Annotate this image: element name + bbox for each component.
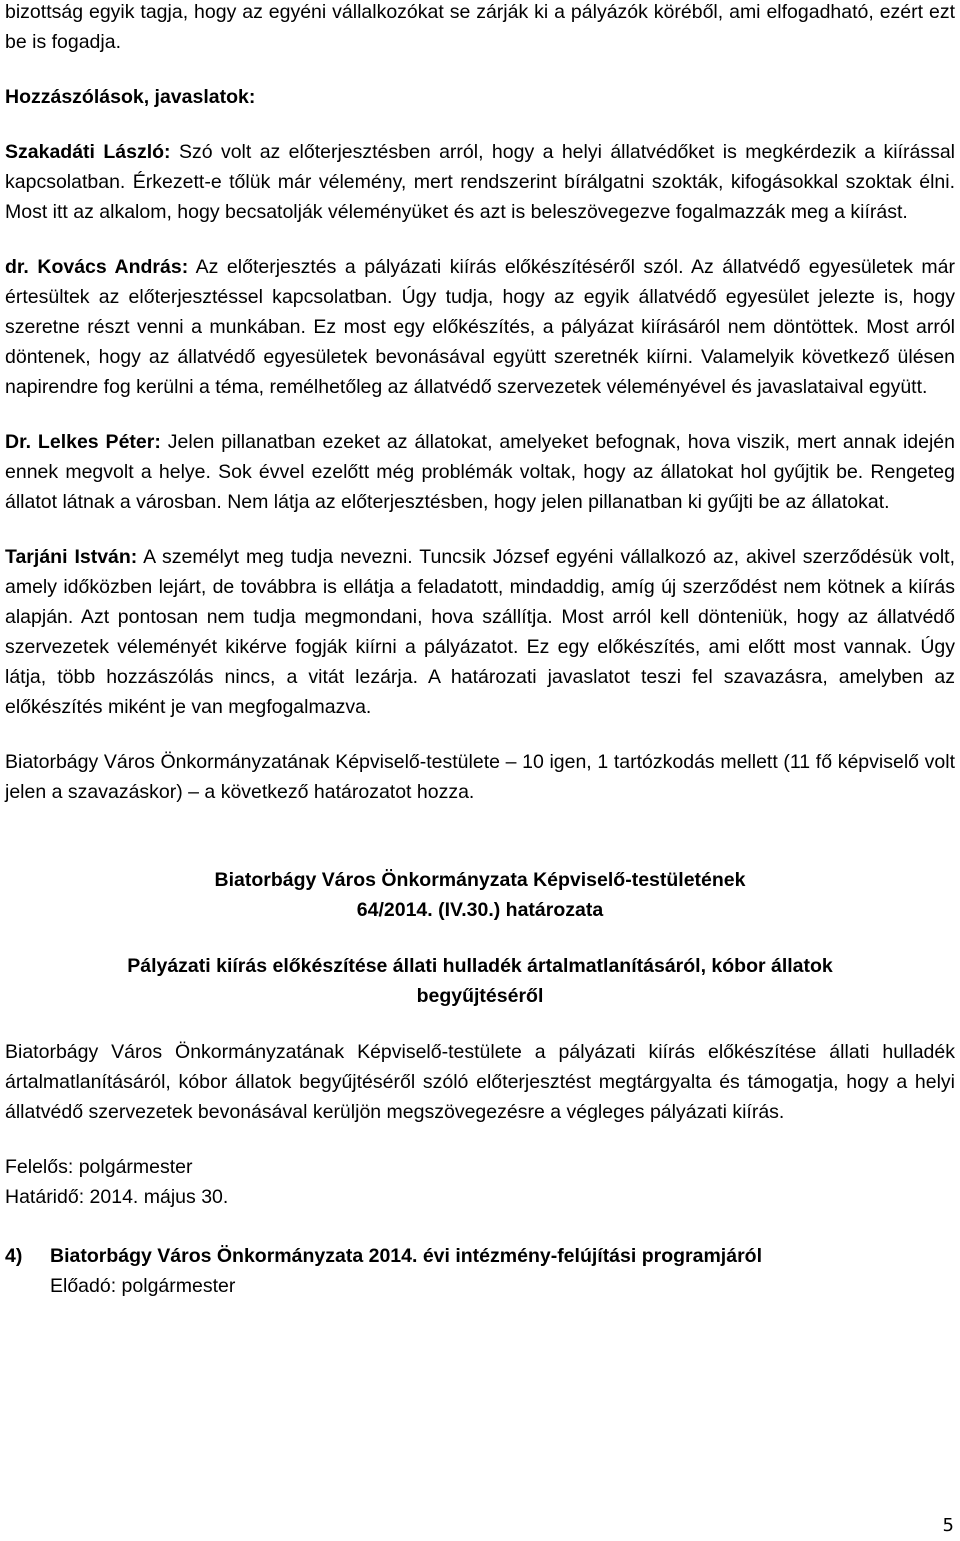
- resolution-responsibility: [5, 1152, 955, 1212]
- speaker-text: Szó volt az előterjesztésben arról, hogy a helyi állatvédőket is megkérdezik a kiírással kapcsolatban. Érkezett-e tőlük már vélemény, mert rendszerint bírálgatni szokták, kifogásokkal szoktak élni. Most itt az alkalom, hogy becsatolják véleményüket és azt is beleszövegezve fogalmazzák meg a kiírást.: [5, 141, 955, 223]
- speaker-name: Dr. Lelkes Péter:: [5, 431, 161, 453]
- agenda-item-title: Biatorbágy Város Önkormányzata 2014. évi intézmény-felújítási programjáról: [50, 1245, 762, 1267]
- agenda-item-content: [50, 1241, 762, 1301]
- paragraph-intro: bizottság egyik tagja, hogy az egyéni vállalkozókat se zárják ki a pályázók köréből, ami elfogadható, ezért ezt be is fogadja.: [5, 1, 955, 53]
- speaker-name: Tarjáni István:: [5, 546, 138, 568]
- resolution-heading-line-2: 64/2014. (IV.30.) határozata: [356, 899, 604, 921]
- speaker-name: Szakadáti László:: [5, 141, 171, 163]
- resolution-heading: [5, 865, 955, 925]
- resolution-title-line-1: Pályázati kiírás előkészítése állati hulladék ártalmatlanításáról, kóbor állatok: [127, 955, 833, 977]
- agenda-item: [5, 1241, 955, 1301]
- paragraph-kovacs: [5, 252, 955, 402]
- paragraph-szakadati: [5, 137, 955, 227]
- resolution-body: Biatorbágy Város Önkormányzatának Képviselő-testülete a pályázati kiírás előkészítése állati hulladék ártalmatlanításáról, kóbor állatok begyűjtéséről szóló előterjesztést megtárgyalta és támogatja, hogy a helyi állatvédő szervezetek bevonásával kerüljön megszövegezésre a végleges pályázati kiírás.: [5, 1041, 955, 1123]
- document-page: [5, 0, 955, 1301]
- speaker-name: dr. Kovács András:: [5, 256, 189, 278]
- resolution-title-line-2: begyűjtéséről: [416, 985, 544, 1007]
- speaker-text: A személyt meg tudja nevezni. Tuncsik József egyéni vállalkozó az, akivel szerződésük volt, amely időközben lejárt, de továbbra is ellátja a feladatott, mindaddig, amíg új szerződést nem kötnek a kiírás alapján. Azt pontosan nem tudja megmondani, hova szállítja. Most arról kell dönteniük, hogy az állatvédő szervezetek véleményét kikérve fogják kiírni a pályázatot. Ez egy előkészítés, ami előtt most vannak. Úgy látja, több hozzászólás nincs, a vitát lezárja. A határozati javaslatot teszi fel szavazásra, amelyben az előkészítés miként je van megfogalmazva.: [5, 546, 955, 718]
- section-heading-comments: Hozzászólások, javaslatok:: [5, 86, 256, 108]
- paragraph-lelkes: [5, 427, 955, 517]
- resolution-title: [5, 951, 955, 1011]
- speaker-text: Jelen pillanatban ezeket az állatokat, amelyeket befognak, hova viszik, mert annak idején ennek megvolt a helye. Sok évvel ezelőtt még problémák voltak, hogy az állatokat hol gyűjtik be. Rengeteg állatot látnak a városban. Nem látja az előterjesztésben, hogy jelen pillanatban ki gyűjti be az állatokat.: [5, 431, 955, 513]
- resolution-heading-line-1: Biatorbágy Város Önkormányzata Képviselő-testületének: [214, 869, 746, 891]
- paragraph-tarjani: [5, 542, 955, 722]
- speaker-text: Az előterjesztés a pályázati kiírás előkészítéséről szól. Az állatvédő egyesületek már értesültek az előterjesztéssel kapcsolatban. Úgy tudja, hogy az egyik állatvédő egyesület jelezte is, hogy szeretne részt venni a munkában. Ez most egy előkészítés, a pályázat kiírásáról nem döntöttek. Most arról döntenek, hogy az állatvédő egyesületek bevonásával együtt szeretnék kiírni. Valamelyik következő ülésen napirendre fog kerülni a téma, remélhetőleg az állatvédő szervezetek véleményével és javaslataival együtt.: [5, 256, 955, 398]
- page-number: 5: [942, 1515, 954, 1536]
- agenda-item-number: 4): [5, 1245, 23, 1267]
- agenda-item-presenter: Előadó: polgármester: [50, 1275, 236, 1297]
- deadline-line: Határidő: 2014. május 30.: [5, 1186, 229, 1208]
- responsible-line: Felelős: polgármester: [5, 1156, 193, 1178]
- paragraph-vote: Biatorbágy Város Önkormányzatának Képviselő-testülete – 10 igen, 1 tartózkodás mellett (11 fő képviselő volt jelen a szavazáskor) – a következő határozatot hozza.: [5, 751, 955, 803]
